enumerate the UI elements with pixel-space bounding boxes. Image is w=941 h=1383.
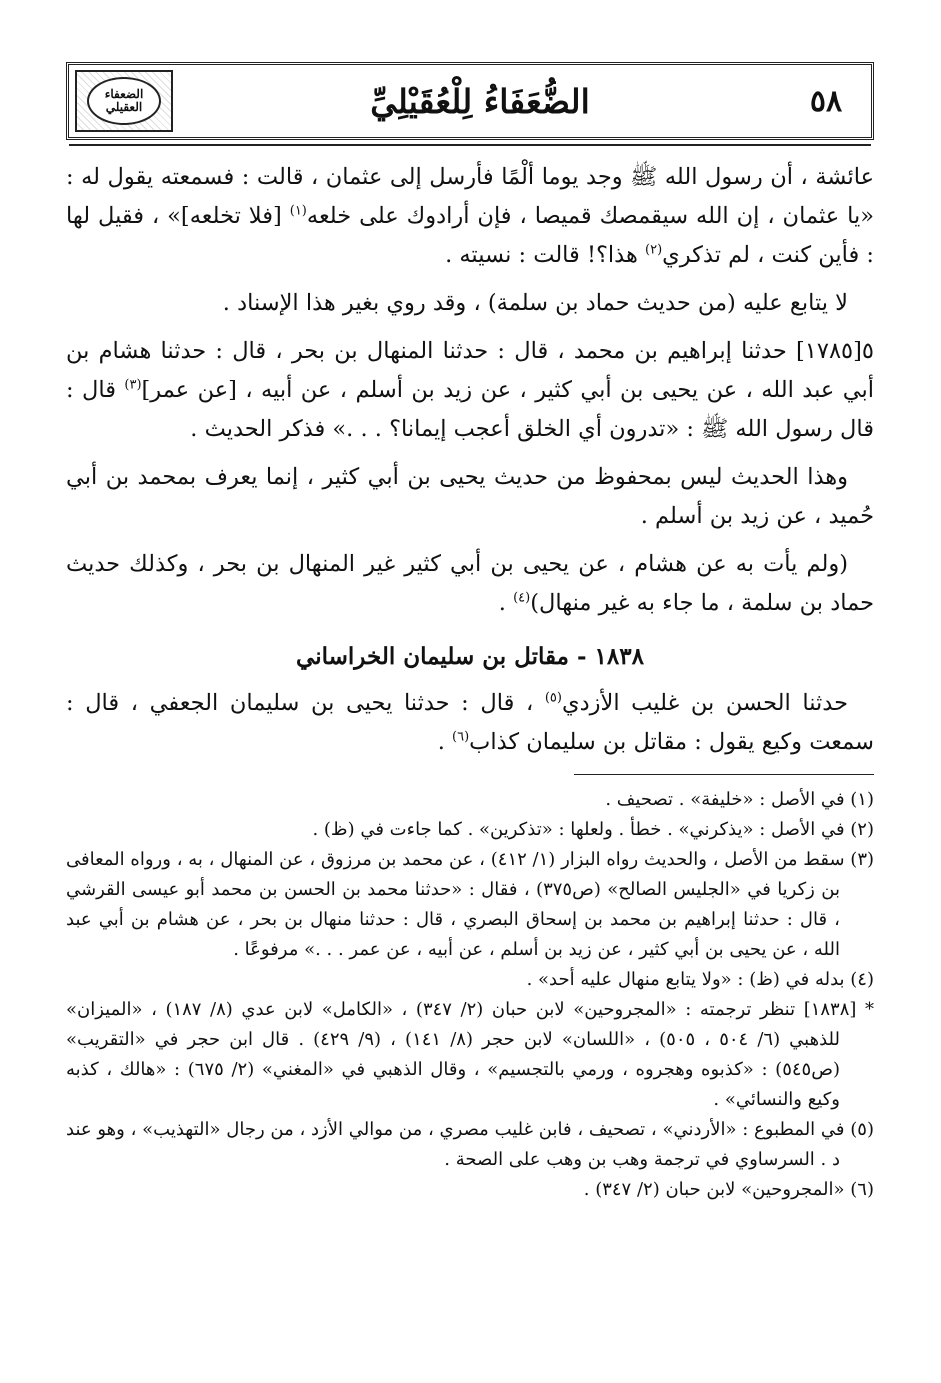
- header-ornament: [75, 70, 173, 132]
- ornament-emblem: الضعفاء العقيلي: [87, 77, 161, 125]
- footnote-divider: [574, 774, 874, 775]
- paragraph-4: وهذا الحديث ليس بمحفوظ من حديث يحيى بن أبي كثير ، إنما يعرف بمحمد بن أبي حُميد ، عن زيد بن أسلم .: [66, 464, 874, 529]
- footnotes: [66, 785, 874, 1205]
- header-rule: [69, 144, 871, 146]
- paragraph-1: عائشة ، أن رسول الله ﷺ وجد يوما ألْمًا فأرسل إلى عثمان ، قالت : فسمعته يقول له : «يا عثمان ، إن الله سيقمصك قميصا ، فإن أرادوك على خلعه$^{(١)}$ [فلا تخلعه]» ، فقيل لها : فأين كنت ، لم تذكري$^{(٢)}$ هذا؟! قالت : نسيته .: [66, 164, 874, 268]
- footnote-ref: (٤): [513, 590, 531, 606]
- paragraph-5: (ولم يأت به عن هشام ، عن يحيى بن أبي كثير غير المنهال بن بحر ، وكذلك حديث حماد بن سلمة ، ما جاء به غير منهال)$^{(٤)}$ .: [66, 551, 874, 616]
- footnote-entry-1838: * [١٨٣٨] تنظر ترجمته : «المجروحين» لابن حبان (٢/ ٣٤٧) ، «الكامل» لابن عدي (٨/ ١٨٧) ، «الميزان» للذهبي (٦/ ٥٠٤ ، ٥٠٥) ، «اللسان» لابن حجر (٨/ ١٤١) ، (٩/ ٤٢٩) . قال ابن حجر في «التقريب» (ص٥٤٥) : «كذبوه وهجروه ، ورمي بالتجسيم» ، وقال الذهبي في «المغني» (٢/ ٦٧٥) : «هالك ، كذبه وكيع والنسائي» .: [66, 999, 874, 1110]
- footnote-3: (٣) سقط من الأصل ، والحديث رواه البزار (١/ ٤١٢) ، عن محمد بن مرزوق ، عن المنهال ، به ، ورواه المعافى بن زكريا في «الجليس الصالح» (ص٣٧٥) ، فقال : «حدثنا محمد بن الحسن بن محمد أبو عيسى القرشي ، قال : حدثنا إبراهيم بن محمد بن إسحاق البصري ، قال : حدثنا منهال بن بحر ، عن هشام بن أبي عبد الله ، عن يحيى بن أبي كثير ، عن زيد بن أسلم ، عن أبيه ، عن عمر . . .» مرفوعًا .: [66, 849, 875, 960]
- paragraph-6: حدثنا الحسن بن غليب الأزدي$^{(٥)}$ ، قال : حدثنا يحيى بن سليمان الجعفي ، قال : سمعت وكيع يقول : مقاتل بن سليمان كذاب$^{(٦)}$ .: [66, 690, 874, 755]
- book-title: الضُّعَفَاءُ لِلْعُقَيْلِيِّ: [370, 81, 590, 121]
- footnote-1: (١) في الأصل : «خليفة» . تصحيف .: [605, 789, 874, 810]
- footnote-ref: (٢): [645, 242, 663, 258]
- entry-title: ١٨٣٨ - مقاتل بن سليمان الخراساني: [296, 643, 644, 670]
- footnote-ref: (٥): [544, 690, 562, 706]
- book-page: [66, 62, 874, 1342]
- paragraph-3: ٥[١٧٨٥] حدثنا إبراهيم بن محمد ، قال : حدثنا المنهال بن بحر ، قال : حدثنا هشام بن أبي عبد الله ، عن يحيى بن أبي كثير ، عن زيد بن أسلم ، عن أبيه ، [عن عمر]$^{(٣)}$ قال : قال رسول الله ﷺ : «تدرون أي الخلق أعجب إيمانا؟ . . .» فذكر الحديث .: [66, 338, 874, 442]
- footnote-5: (٥) في المطبوع : «الأردني» ، تصحيف ، فابن غليب مصري ، من موالي الأزد ، من رجال «التهذيب» ، وهو عند د . السرساوي في ترجمة وهب بن وهب على الصحة .: [66, 1119, 874, 1170]
- page-header: [66, 62, 874, 140]
- footnote-ref: (١): [289, 203, 307, 219]
- page-number: ٥٨: [809, 83, 843, 119]
- paragraph-2: لا يتابع عليه (من حديث حماد بن سلمة) ، وقد روي بغير هذا الإسناد .: [222, 290, 848, 316]
- main-text: [66, 158, 874, 762]
- footnote-4: (٤) بدله في (ظ) : «ولا يتابع منهال عليه أحد» .: [526, 969, 874, 990]
- footnote-6: (٦) «المجروحين» لابن حبان (٢/ ٣٤٧) .: [583, 1179, 874, 1200]
- footnote-2: (٢) في الأصل : «يذكرني» . خطأ . ولعلها : «تذكرين» . كما جاءت في (ظ) .: [312, 819, 874, 840]
- footnote-ref: (٦): [452, 729, 470, 745]
- footnote-ref: (٣): [124, 377, 142, 393]
